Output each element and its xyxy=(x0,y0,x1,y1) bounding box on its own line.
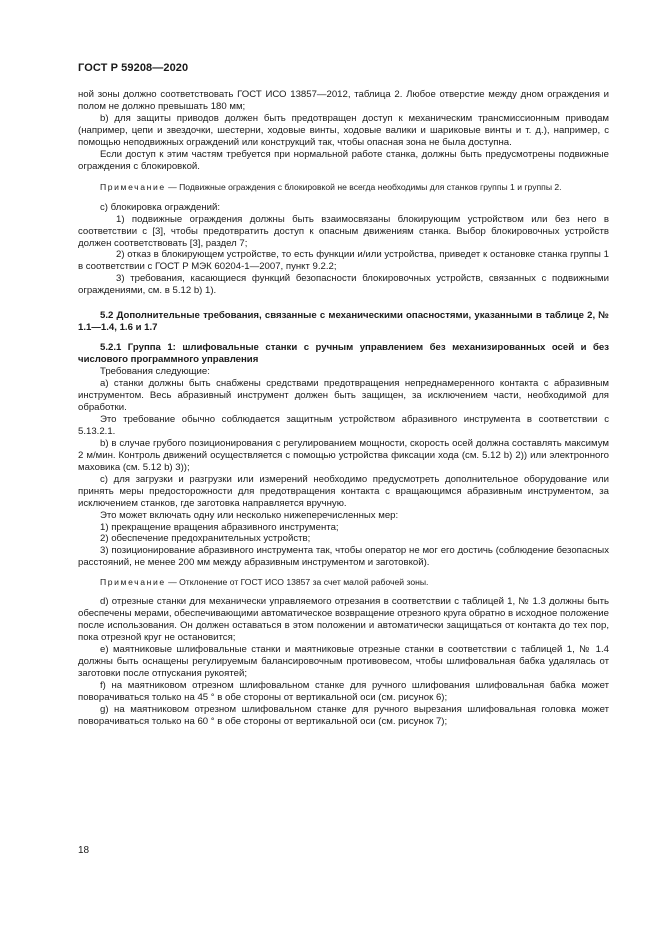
paragraph: Это может включать одну или несколько нижеперечисленных мер: xyxy=(100,509,399,521)
paragraph: Если доступ к этим частям требуется при нормальной работе станка, должны быть предусмотрены подвижные ограждения с блокировкой. xyxy=(78,148,609,172)
paragraph: Требования следующие: xyxy=(100,366,210,378)
paragraph: 1) подвижные ограждения должны быть взаимосвязаны блокирующим устройством или без него в соответствии с [3], чтобы предотвратить доступ к опасным движениям станка. Выбор блокировочных устройств должен соответствовать [3], раздел 7; xyxy=(78,213,609,249)
note-label: Примечание xyxy=(100,577,166,588)
paragraph: d) отрезные станки для механически управляемого отрезания в соответствии с таблицей 1, № 1.3 должны быть обеспечены мерами, обеспечивающими автоматическое возвращение отрезного круга обратно в исходное положение после использования. Он должен оставаться в этом положении и автоматически защищаться от контакта до тех пор, пока отрезной круг не остановится; xyxy=(78,596,609,644)
paragraph: e) маятниковые шлифовальные станки и маятниковые отрезные станки в соответствии с таблицей 1, № 1.4 должны быть оснащены регулируемым балансировочным противовесом, чтобы шлифовальная бабка удалялась от заготовки после отпускания рукоятей; xyxy=(78,644,609,680)
body-text xyxy=(78,89,609,728)
paragraph: f) на маятниковом отрезном шлифовальном станке для ручного шлифования шлифовальная бабка может поворачиваться только на 45 ° в обе стороны от вертикальной оси (см. рисунок 6); xyxy=(78,679,609,703)
paragraph: c) блокировка ограждений: xyxy=(100,201,221,213)
paragraph: 3) требования, касающиеся функций безопасности блокировочных устройств, связанных с подвижными ограждениями, см. в 5.12 b) 1). xyxy=(78,273,609,297)
paragraph: 2) отказ в блокирующем устройстве, то есть функции и/или устройства, приведет к остановке станка группы 1 в соответствии с ГОСТ Р МЭК 60204-1—2007, пункт 9.2.2; xyxy=(78,249,609,273)
paragraph: Это требование обычно соблюдается защитным устройством абразивного инструмента в соответствии с 5.13.2.1. xyxy=(78,413,609,437)
note-text: — Подвижные ограждения с блокировкой не всегда необходимы для станков группы 1 и группы 2. xyxy=(165,181,562,192)
section-heading: 5.2 Дополнительные требования, связанные с механическими опасностями, указанными в таблице 2, № 1.1—1.4, 1.6 и 1.7 xyxy=(78,310,609,334)
paragraph: b) для защиты приводов должен быть предотвращен доступ к механическим трансмиссионным приводам (например, цепи и звездочки, шестерни, ходовые винты, ходовые валики и шариковые винты и т. д.), например, с помощью неподвижных ограждений или конструкций так, чтобы опасная зона не была доступна. xyxy=(78,112,609,148)
paragraph: 3) позиционирование абразивного инструмента так, чтобы оператор не мог его достичь (соблюдение безопасных расстояний, не менее 200 мм между абразивным инструментом и заготовкой). xyxy=(78,545,609,569)
paragraph: 1) прекращение вращения абразивного инструмента; xyxy=(100,521,339,533)
paragraph: b) в случае грубого позиционирования с регулированием мощности, скорость осей должна составлять максимум 2 м/мин. Контроль движений осуществляется с помощью устройства фиксации хода (см. 5.12 b) 2)) или электронного маховика (см. 5.12 b) 3)); xyxy=(78,437,609,473)
subsection-heading: 5.2.1 Группа 1: шлифовальные станки с ручным управлением без механизированных осей и без числового программного управления xyxy=(78,342,609,366)
note xyxy=(78,182,609,193)
note-label: Примечание xyxy=(100,181,166,192)
paragraph: a) станки должны быть снабжены средствами предотвращения непреднамеренного контакта с абразивным инструментом. Весь абразивный инструмент должен быть защищен, за исключением части, необходимой для обработки. xyxy=(78,378,609,413)
paragraph: g) на маятниковом отрезном шлифовальном станке для ручного вырезания шлифовальная головка может поворачиваться только на 60 ° в обе стороны от вертикальной оси (см. рисунок 7); xyxy=(78,703,609,727)
standard-code-header: ГОСТ Р 59208—2020 xyxy=(78,62,189,74)
paragraph: 2) обеспечение предохранительных устройств; xyxy=(100,533,311,545)
note-text: — Отклонение от ГОСТ ИСО 13857 за счет малой рабочей зоны. xyxy=(165,577,429,588)
paragraph: ной зоны должно соответствовать ГОСТ ИСО 13857—2012, таблица 2. Любое отверстие между дном ограждения и полом не должно превышать 180 мм; xyxy=(78,89,609,112)
page-number: 18 xyxy=(78,845,90,856)
paragraph: c) для загрузки и разгрузки или измерений необходимо предусмотреть дополнительное оборудование или принять меры предосторожности для предотвращения контакта с вращающимся абразивным инструментом, за исключением станков, где заготовка направляется вручную. xyxy=(78,473,609,509)
note xyxy=(78,577,609,588)
